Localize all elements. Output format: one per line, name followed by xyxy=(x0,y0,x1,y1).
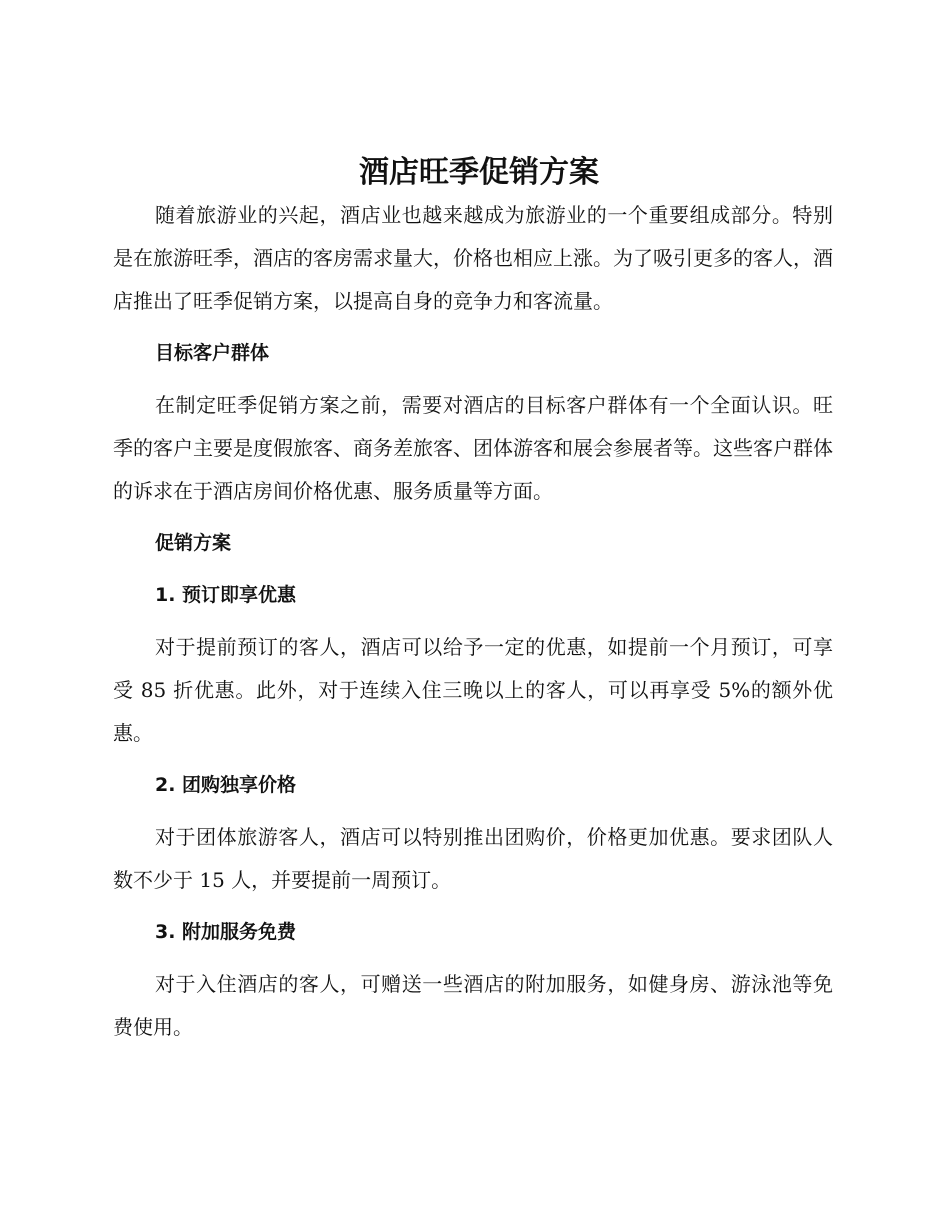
section-heading-booking-discount: 1. 预订即享优惠 xyxy=(155,584,297,606)
section-heading-group-price: 2. 团购独享价格 xyxy=(155,774,297,796)
section-body-group-price: 对于团体旅游客人，酒店可以特别推出团购价，价格更加优惠。要求团队人数不少于 15 人，并要提前一周预订。 xyxy=(113,825,833,892)
section-heading-free-services: 3. 附加服务免费 xyxy=(155,921,297,943)
intro-paragraph: 随着旅游业的兴起，酒店业也越来越成为旅游业的一个重要组成部分。特别是在旅游旺季，酒店的客房需求量大，价格也相应上涨。为了吸引更多的客人，酒店推出了旺季促销方案，以提高自身的竞争力和客流量。 xyxy=(113,203,833,313)
section-body-target-customers: 在制定旺季促销方案之前，需要对酒店的目标客户群体有一个全面认识。旺季的客户主要是度假旅客、商务差旅客、团体游客和展会参展者等。这些客户群体的诉求在于酒店房间价格优惠、服务质量等方面。 xyxy=(113,393,833,503)
document-title: 酒店旺季促销方案 xyxy=(359,155,599,190)
section-heading-target-customers: 目标客户群体 xyxy=(155,342,270,364)
section-heading-promotion-plan: 促销方案 xyxy=(155,532,232,554)
section-body-free-services: 对于入住酒店的客人，可赠送一些酒店的附加服务，如健身房、游泳池等免费使用。 xyxy=(113,972,833,1039)
document-page xyxy=(113,150,833,1049)
section-body-booking-discount: 对于提前预订的客人，酒店可以给予一定的优惠，如提前一个月预订，可享受 85 折优惠。此外，对于连续入住三晚以上的客人，可以再享受 5%的额外优惠。 xyxy=(113,635,833,745)
